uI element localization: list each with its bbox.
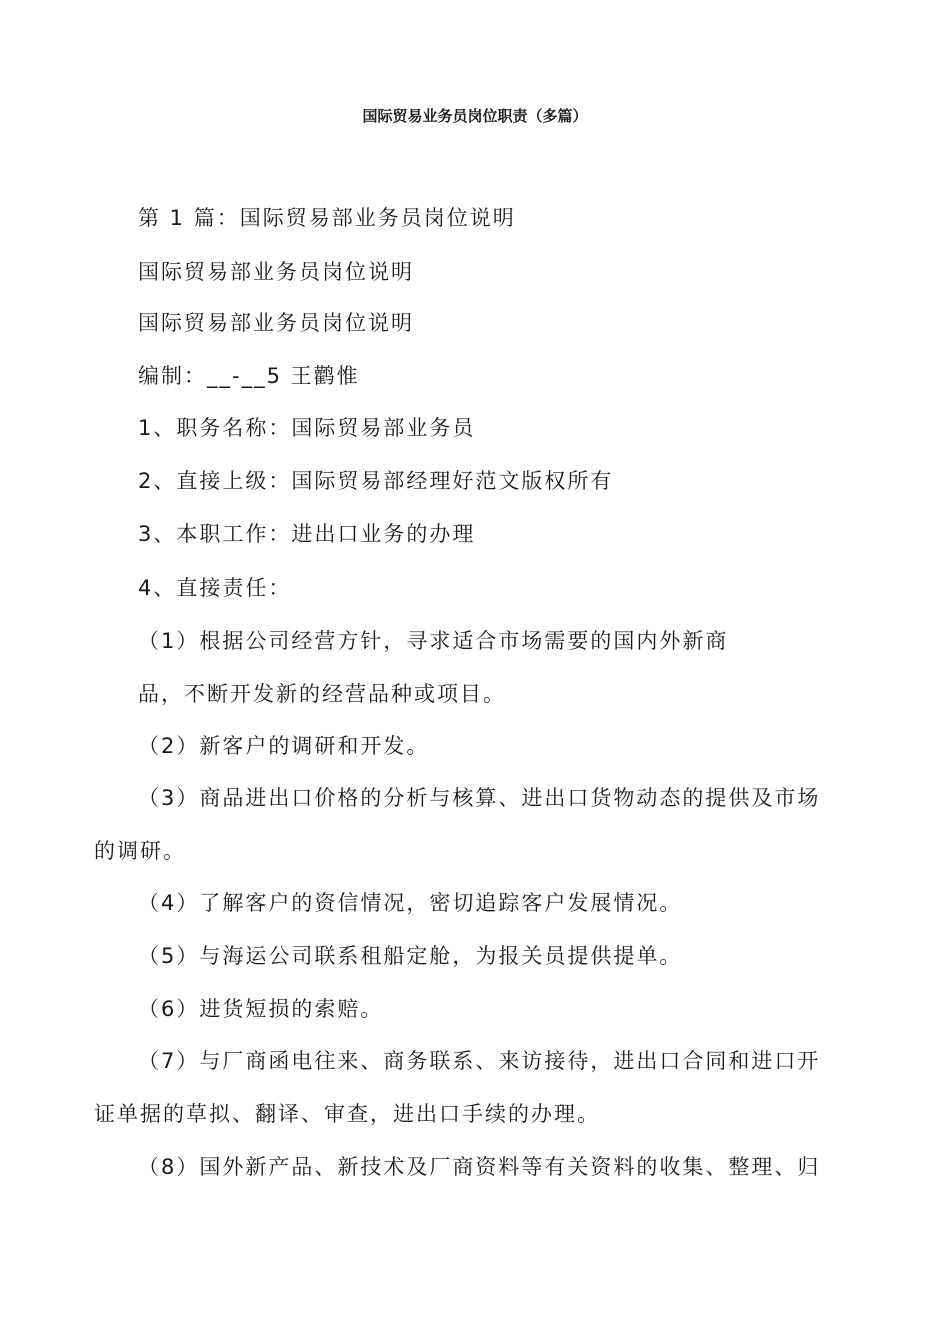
paragraph-line: 的调研。 — [94, 839, 186, 863]
paragraph-line: （7）与厂商函电往来、商务联系、来访接待，进出口合同和进口开 — [138, 1049, 821, 1073]
paragraph-line: （1）根据公司经营方针，寻求适合市场需要的国内外新商 — [138, 629, 729, 653]
paragraph-line: 国际贸易部业务员岗位说明 — [138, 260, 414, 284]
document-title: 国际贸易业务员岗位职责（多篇） — [362, 107, 588, 125]
paragraph-line: 编制：__-__5 王鹳惟 — [138, 364, 360, 388]
paragraph-line: （4）了解客户的资信情况，密切追踪客户发展情况。 — [138, 891, 683, 915]
paragraph-line: （5）与海运公司联系租船定舱，为报关员提供提单。 — [138, 944, 683, 968]
paragraph-line: 1、职务名称：国际贸易部业务员 — [138, 416, 476, 440]
paragraph-line: 国际贸易部业务员岗位说明 — [138, 311, 414, 335]
paragraph-line: 4、直接责任： — [138, 576, 292, 600]
paragraph-line: 2、直接上级：国际贸易部经理好范文版权所有 — [138, 469, 614, 493]
paragraph-line: （8）国外新产品、新技术及厂商资料等有关资料的收集、整理、归 — [138, 1155, 821, 1179]
paragraph-line: 证单据的草拟、翻译、审查，进出口手续的办理。 — [94, 1102, 600, 1126]
paragraph-line: 品，不断开发新的经营品种或项目。 — [138, 682, 506, 706]
paragraph-line: （2）新客户的调研和开发。 — [138, 734, 430, 758]
paragraph-line: （6）进货短损的索赔。 — [138, 997, 384, 1021]
section-heading: 第 1 篇：国际贸易部业务员岗位说明 — [138, 206, 516, 230]
paragraph-line: 3、本职工作：进出口业务的办理 — [138, 522, 476, 546]
paragraph-line: （3）商品进出口价格的分析与核算、进出口货物动态的提供及市场 — [138, 786, 821, 810]
